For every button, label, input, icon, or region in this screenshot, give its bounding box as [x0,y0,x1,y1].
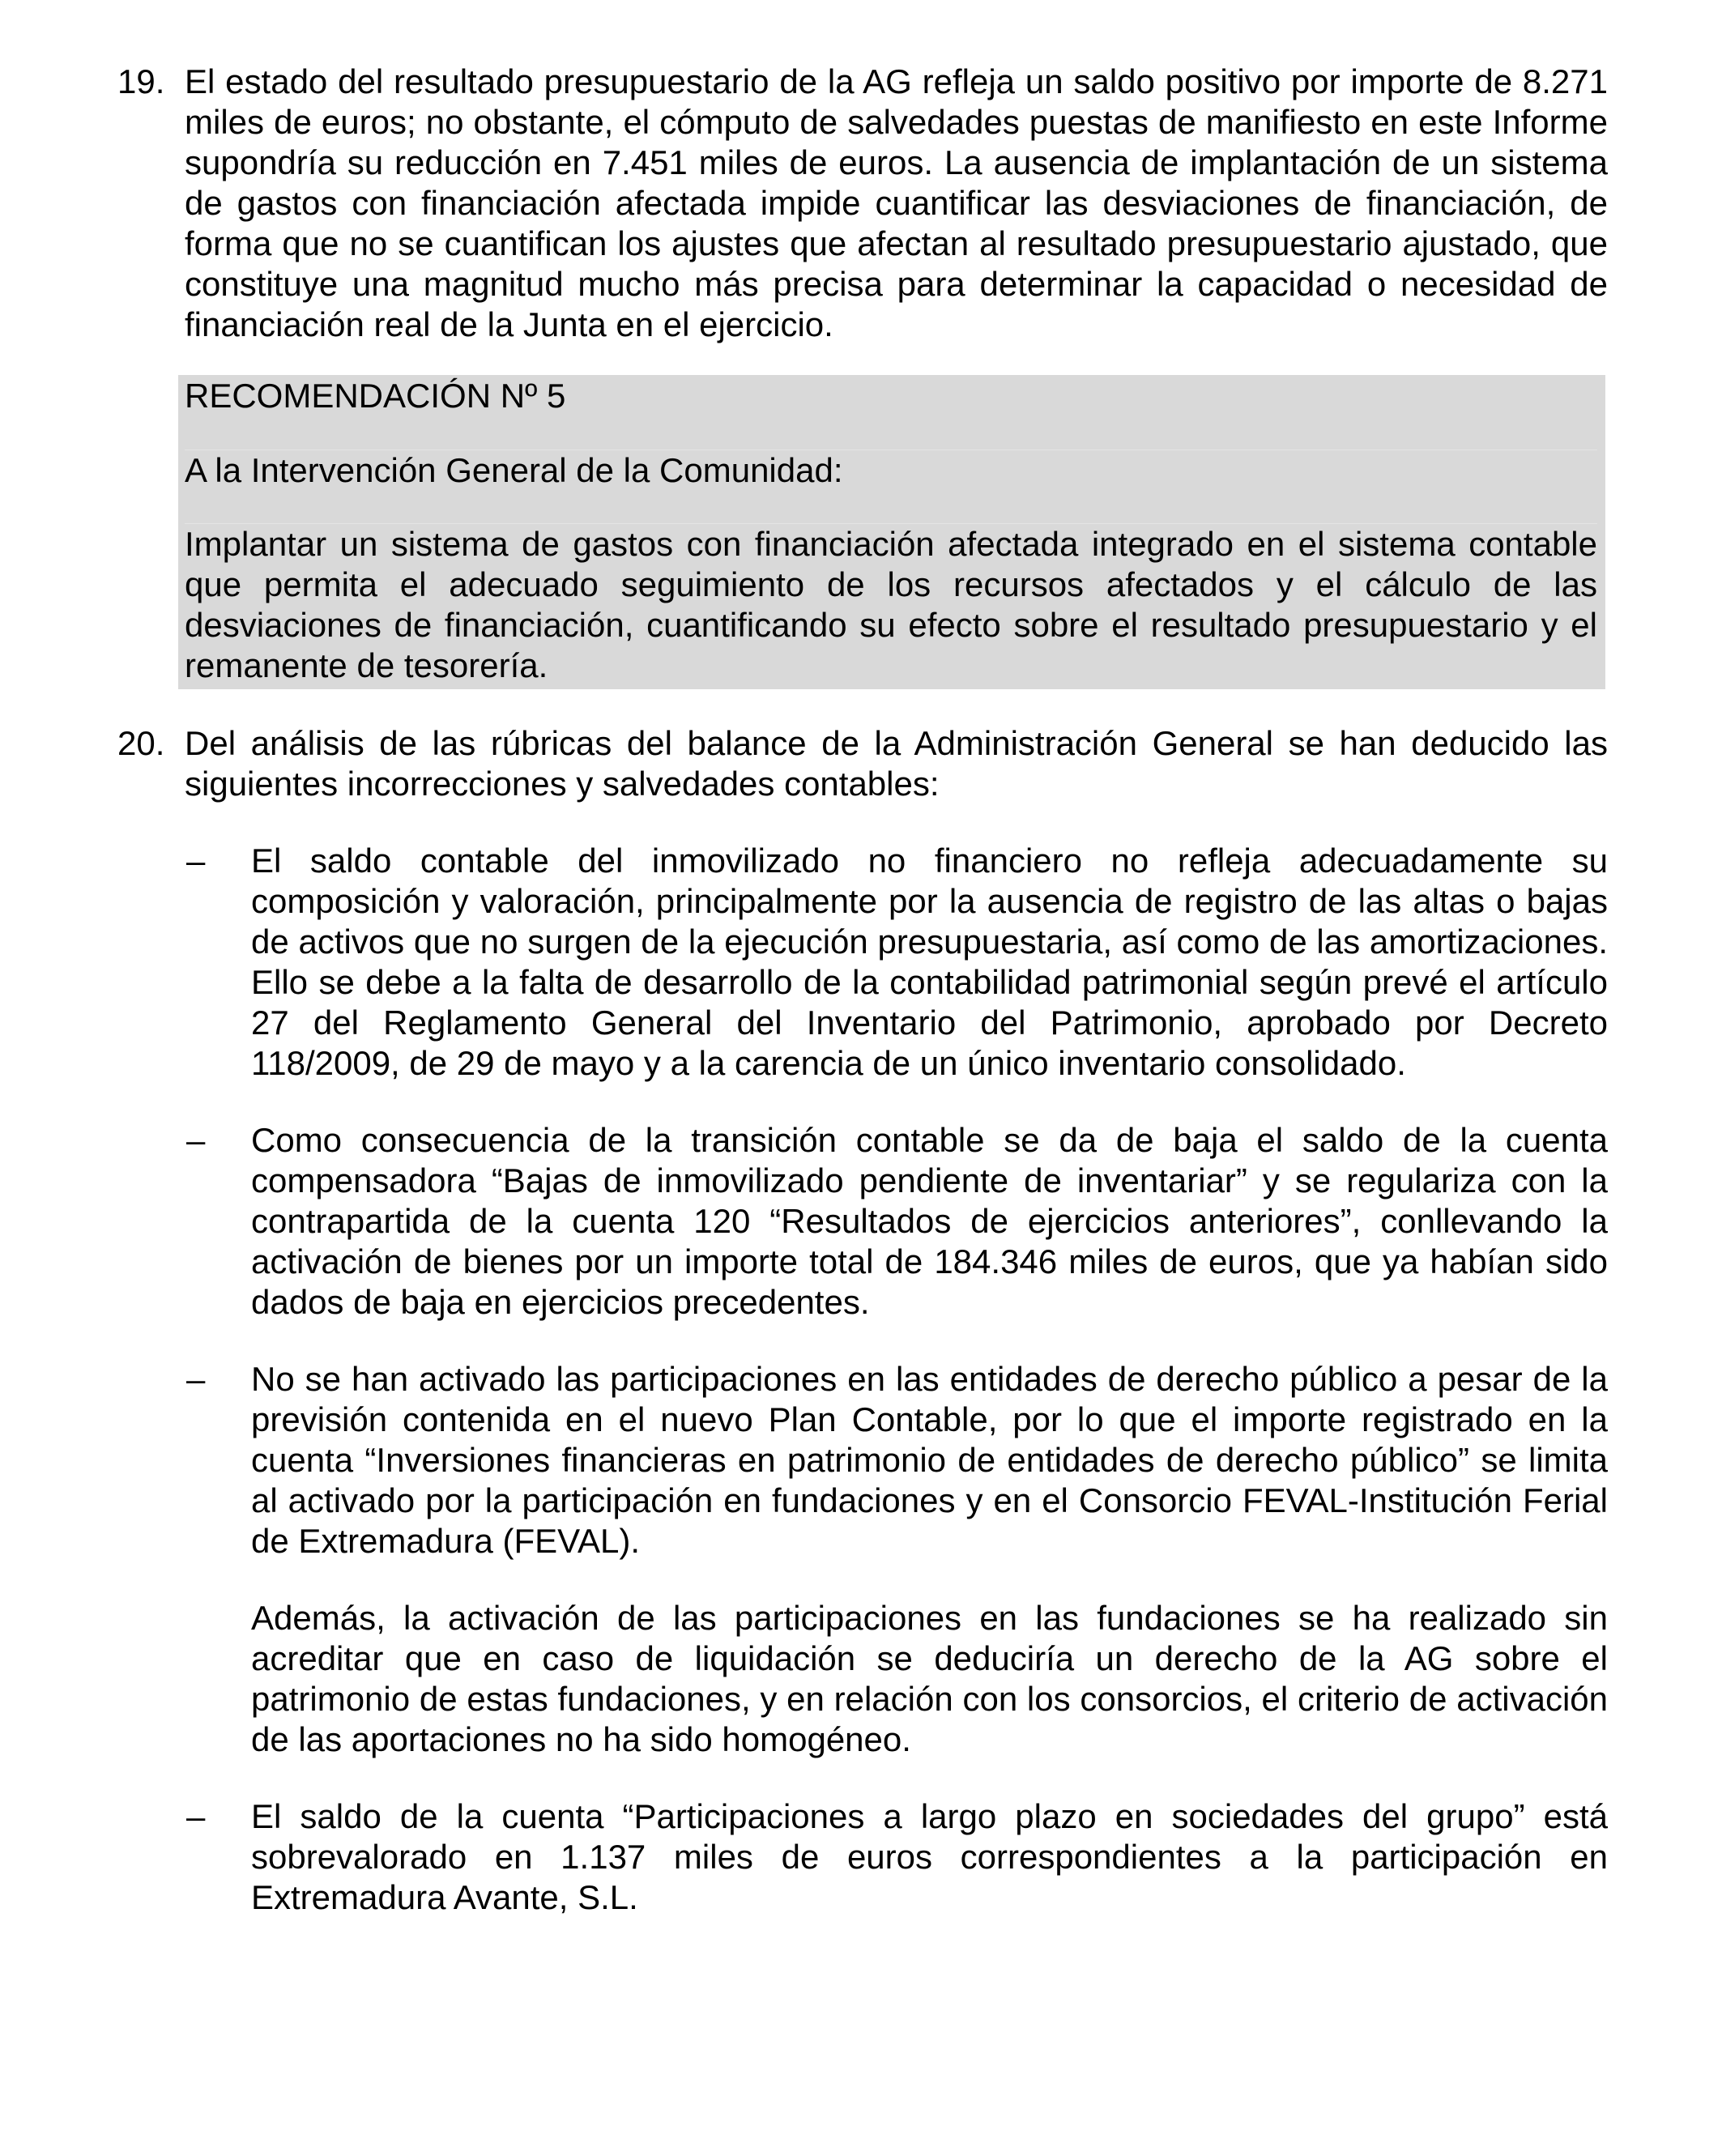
bullet-item-3 [186,1359,1608,1562]
recommendation-body: Implantar un sistema de gastos con financiación afectada integrado en el sistema contable que permita el adecuado seguimiento de los recursos afectados y el cálculo de las desviaciones de financiación, cuantificando su efecto sobre el resultado presupuestario y el remanente de tesorería. [185,525,1597,684]
paragraph-20-text: Del análisis de las rúbricas del balance de la Administración General se han deducido las siguientes incorrecciones y salvedades contables: [185,724,1608,803]
bullet-item-3-continuation-text: Además, la activación de las participaciones en las fundaciones se ha realizado sin acreditar que en caso de liquidación se deduciría un derecho de la AG sobre el patrimonio de estas fundaciones, y en relación con los consorcios, el criterio de activación de las aportaciones no ha sido homogéneo. [251,1599,1608,1758]
bullet-item-2-text: Como consecuencia de la transición contable se da de baja el saldo de la cuenta compensadora “Bajas de inmovilizado pendiente de inventariar” y se regulariza con la contrapartida de la cuenta 120 “Resultados de ejercicios anteriores”, conllevando la activación de bienes por un importe total de 184.346 miles de euros, que ya habían sido dados de baja en ejercicios precedentes. [251,1121,1608,1321]
recommendation-addressee-row [185,450,1597,523]
bullet-item-4 [186,1796,1608,1918]
bullet-item-2 [186,1120,1608,1323]
recommendation-body-row [185,523,1597,686]
paragraph-20 [117,723,1608,804]
recommendation-box [178,375,1605,689]
bullet-dash: – [186,1797,206,1835]
bullet-dash: – [186,1121,206,1159]
recommendation-addressee: A la Intervención General de la Comunidad: [185,451,843,489]
bullet-item-1 [186,841,1608,1084]
paragraph-19-number: 19. [117,62,165,100]
paragraph-19 [117,62,1608,345]
bullet-item-3-continuation [251,1598,1608,1760]
bullet-dash: – [186,842,206,880]
bullet-item-1-text: El saldo contable del inmovilizado no financiero no refleja adecuadamente su composición y valoración, principalmente por la ausencia de registro de las altas o bajas de activos que no surgen de la ejecución presupuestaria, así como de las amortizaciones. Ello se debe a la falta de desarrollo de la contabilidad patrimonial según prevé el artículo 27 del Reglamento General del Inventario del Patrimonio, aprobado por Decreto 118/2009, de 29 de mayo y a la carencia de un único inventario consolidado. [251,842,1608,1082]
recommendation-title: RECOMENDACIÓN Nº 5 [185,377,566,415]
recommendation-title-row [185,376,1597,450]
bullet-dash: – [186,1360,206,1398]
bullet-item-4-text: El saldo de la cuenta “Participaciones a largo plazo en sociedades del grupo” está sobrevalorado en 1.137 miles de euros correspondientes a la participación en Extremadura Avante, S.L. [251,1797,1608,1916]
bullet-item-3-text: No se han activado las participaciones en las entidades de derecho público a pesar de la previsión contenida en el nuevo Plan Contable, por lo que el importe registrado en la cuenta “Inversiones financieras en patrimonio de entidades de derecho público” se limita al activado por la participación en fundaciones y en el Consorcio FEVAL-Institución Ferial de Extremadura (FEVAL). [251,1360,1608,1560]
paragraph-20-number: 20. [117,724,165,762]
paragraph-19-text: El estado del resultado presupuestario de la AG refleja un saldo positivo por importe de 8.271 miles de euros; no obstante, el cómputo de salvedades puestas de manifiesto en este Informe supondría su reducción en 7.451 miles de euros. La ausencia de implantación de un sistema de gastos con financiación afectada impide cuantificar las desviaciones de financiación, de forma que no se cuantifican los ajustes que afectan al resultado presupuestario ajustado, que constituye una magnitud mucho más precisa para determinar la capacidad o necesidad de financiación real de la Junta en el ejercicio. [185,62,1608,343]
